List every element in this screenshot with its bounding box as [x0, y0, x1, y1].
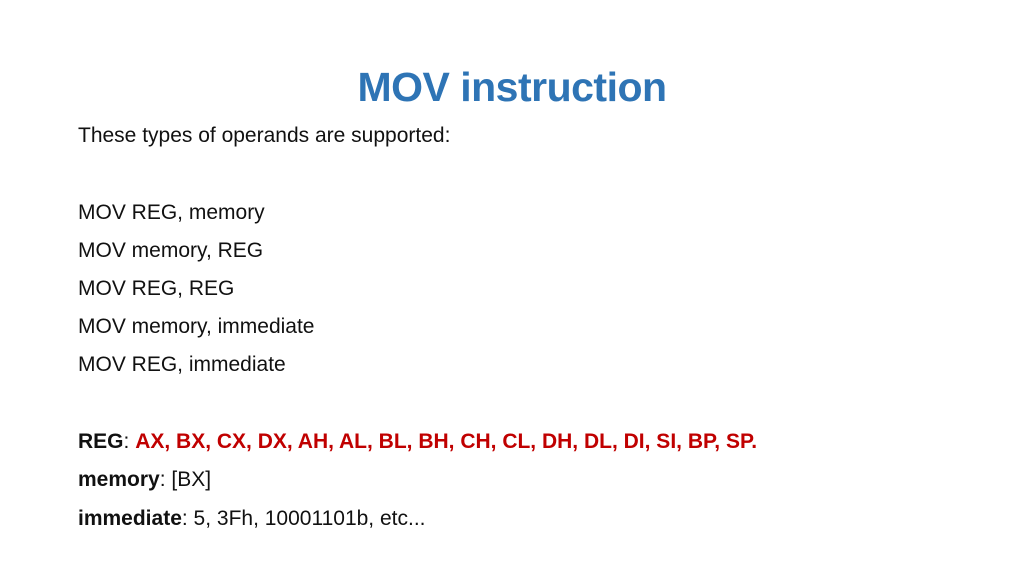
definition-term-reg: REG: [78, 430, 124, 453]
mov-form-reg-immediate: MOV REG, immediate: [78, 353, 286, 376]
definition-reg: [78, 428, 757, 456]
register-list: AX, BX, CX, DX, AH, AL, BL, BH, CH, CL, DH, DL, DI, SI, BP, SP.: [135, 430, 758, 453]
mov-form-memory-reg: MOV memory, REG: [78, 239, 264, 262]
mov-form-reg-reg: MOV REG, REG: [78, 277, 235, 300]
definition-separator: :: [159, 468, 172, 491]
memory-example: [BX]: [171, 468, 212, 491]
mov-form-memory-immediate: MOV memory, immediate: [78, 315, 315, 338]
definition-separator: :: [123, 430, 136, 453]
definition-immediate: [78, 505, 426, 533]
mov-form-reg-memory: MOV REG, memory: [78, 201, 265, 224]
definition-separator: :: [181, 507, 194, 530]
immediate-examples: 5, 3Fh, 10001101b, etc...: [193, 507, 426, 530]
definition-memory: [78, 466, 211, 494]
intro-text: These types of operands are supported:: [78, 124, 451, 147]
definition-term-immediate: immediate: [78, 507, 182, 530]
definition-term-memory: memory: [78, 468, 160, 491]
slide-title: MOV instruction: [357, 64, 667, 110]
